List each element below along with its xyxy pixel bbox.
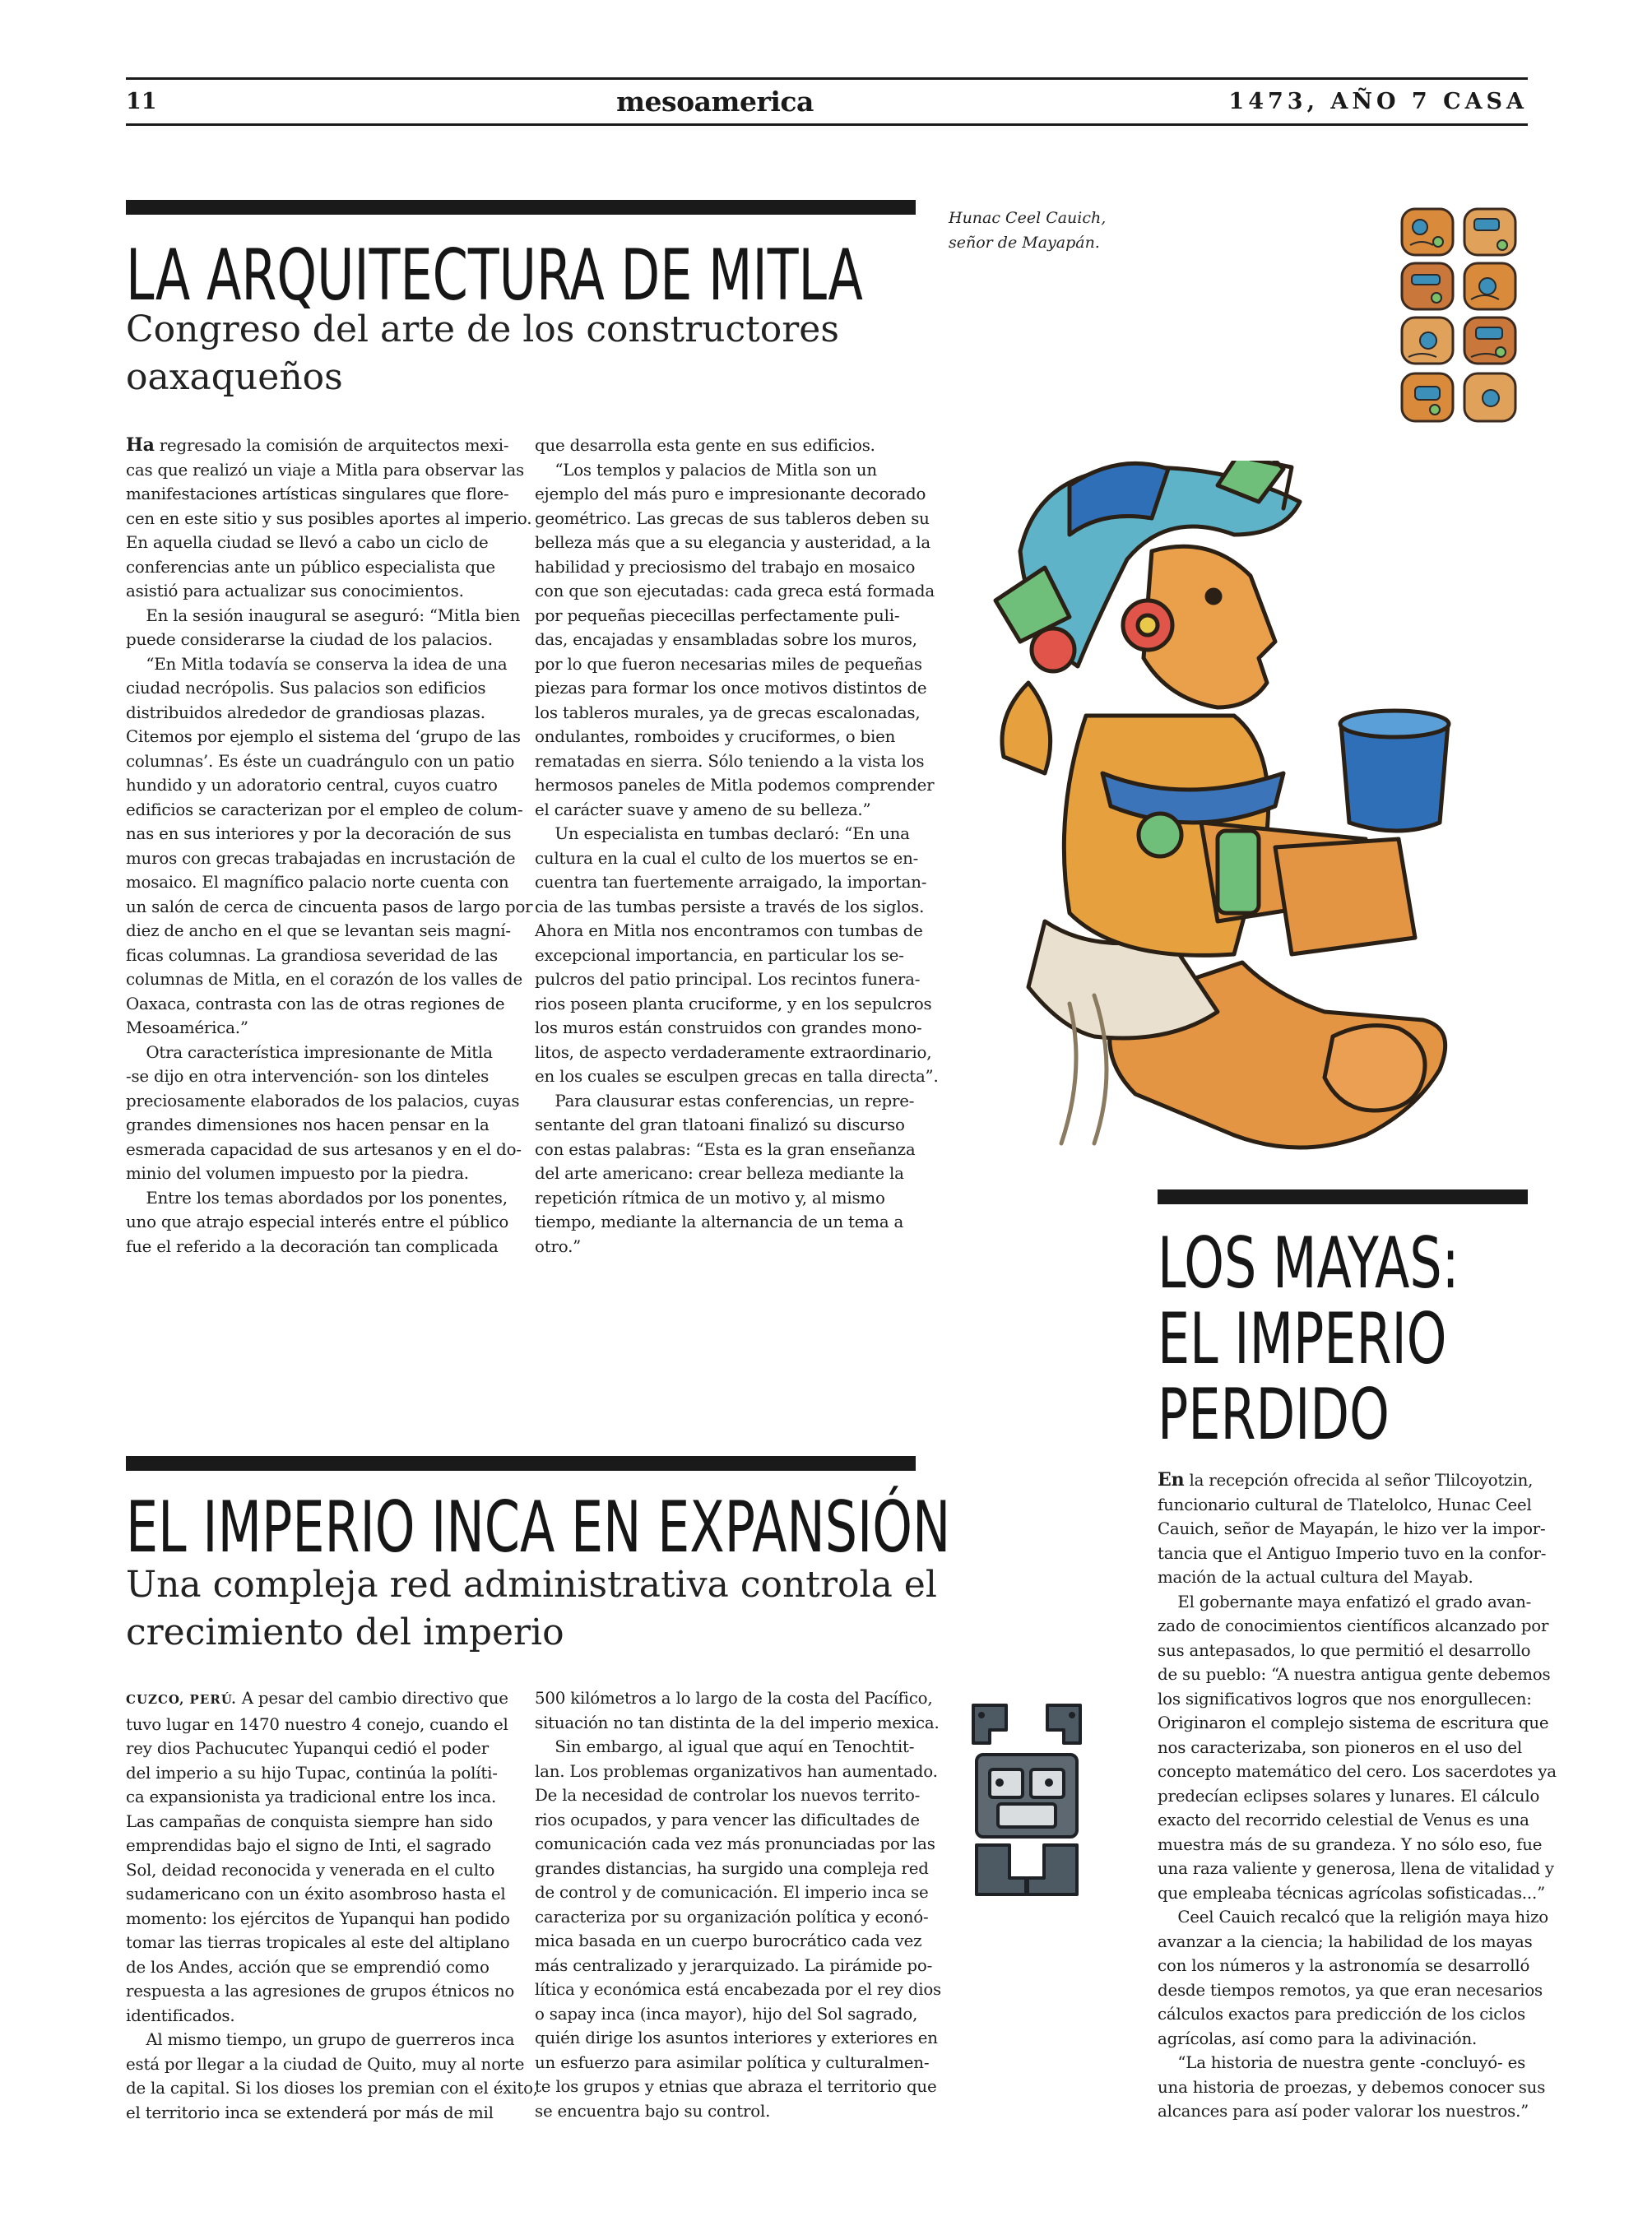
mitla-col1-line: mosaico. El magnífico palacio norte cuenta con — [126, 873, 509, 892]
mayas-col-line: Originaron el complejo sistema de escritura que — [1158, 1713, 1549, 1732]
maya-lord-figure — [946, 461, 1481, 1160]
mitla-col1-line: puede considerarse la ciudad de los palacios. — [126, 630, 493, 649]
inca-col2-line: de control y de comunicación. El imperio inca se — [535, 1883, 929, 1902]
mitla-column-1: Ha regresado la comisión de arquitectos mexi- cas que realizó un viaje a Mitla para observar las manifestaciones artísticas singulares que flore- cen en este sitio y sus posibles aportes al imperio. En aquella ciudad se llevó a cabo un ciclo de conferencias ante un público especialista que asistió para actualizar sus conocimientos. En la sesión inaugural se aseguró: “Mitla bien puede considerarse la ciudad de los palacios. “En Mitla todavía se conserva la idea de una ciudad necrópolis. Sus palacios son edificios distribuidos alrededor de grandiosas plazas. Citemos por ejemplo el sistema del ‘grupo de las columnas’. Es éste un cuadrángulo con un patio hundido y un adoratorio central, cuyos cuatro edificios se caracterizan por el empleo de colum- nas en sus interiores y por la decoración de sus muros con grecas trabajadas en incrustación de mosaico. El magnífico palacio norte cuenta con un salón de cerca de cincuenta pasos de largo por diez de ancho en el que se levantan seis magní- ficas columnas. La grandiosa severidad de las columnas de Mitla, en el corazón de los valles de Oaxaca, contrasta con las de otras regiones de Mesoamérica.” Otra característica impresionante de Mitla -se dijo en otra intervención- son los dinteles preciosamente elaborados de los palacios, cuyas grandes dimensiones nos hacen pensar en la esmerada capacidad de sus artesanos y en el do- minio del volumen impuesto por la piedra. Entre los temas abordados por los ponentes, uno que atrajo especial interés entre el público fue el referido a la decoración tan complicada — [126, 434, 532, 1259]
mitla-col2-line: en los cuales se esculpen grecas en talla directa”. — [535, 1067, 939, 1086]
mitla-col2-line: ondulantes, romboides y cruciformes, o bien — [535, 727, 896, 746]
inca-col1-line: emprendidas bajo el signo de Inti, el sagrado — [126, 1836, 491, 1855]
inca-glyph-icon — [949, 1697, 1105, 1919]
inca-col2-line: lan. Los problemas organizativos han aumentado. — [535, 1761, 938, 1781]
mitla-col2-line: Para clausurar estas conferencias, un repre- — [535, 1091, 915, 1111]
mitla-col2-line: con que son ejecutadas: cada greca está formada — [535, 582, 935, 600]
mitla-col2-line: cultura en la cual el culto de los muertos se en- — [535, 848, 919, 868]
mitla-col2-line: ejemplo del más puro e impresionante decorado — [535, 485, 926, 503]
inca-col2-line: se encuentra bajo su control. — [535, 2101, 771, 2121]
inca-column-1: CUZCO, PERÚ. A pesar del cambio directivo que tuvo lugar en 1470 nuestro 4 conejo, cuando el rey dios Pachucutec Yupanqui cedió el poder del imperio a su hijo Tupac, continúa la políti- ca expansionista ya tradicional entre los inca. Las campañas de conquista siempre han sido emprendidas bajo el signo de Inti, el sagrado Sol, deidad reconocida y venerada en el culto sudamericano con un éxito asombroso hasta el momento: los ejércitos de Yupanqui han podido tomar las tierras tropicales al este del altiplano de los Andes, acción que se emprendió como respuesta a las agresiones de grupos étnicos no identificados. Al mismo tiempo, un grupo de guerreros inca está por llegar a la ciudad de Quito, muy al norte de la capital. Si los dioses los premian con el éxito, el territorio inca se extenderá por más de mil — [126, 1686, 538, 2125]
inca-col1-line: tomar las tierras tropicales al este del altiplano — [126, 1933, 510, 1952]
inca-col1-line: ca expansionista ya tradicional entre los inca. — [126, 1788, 497, 1806]
mitla-col1-line: esmerada capacidad de sus artesanos y en el do- — [126, 1139, 522, 1159]
mayas-lead-word: En — [1158, 1469, 1185, 1491]
mitla-col2-line: rios poseen planta cruciforme, y en los sepulcros — [535, 994, 932, 1013]
mitla-col2-line: pulcros del patio principal. Los recintos funera- — [535, 970, 921, 989]
mitla-col1-line: -se dijo en otra intervención- son los dinteles — [126, 1067, 490, 1086]
mitla-column-2 — [535, 434, 939, 1259]
mayas-col-line: con los números y la astronomía se desarrolló — [1158, 1956, 1530, 1975]
mitla-col1-line: Entre los temas abordados por los ponentes, — [126, 1188, 508, 1208]
mayas-col-line: una historia de proezas, y debemos conocer sus — [1158, 2077, 1546, 2097]
mitla-col1-line: Citemos por ejemplo el sistema del ‘grupo de las — [126, 727, 521, 746]
inca-col1-line: Sol, deidad reconocida y venerada en el culto — [126, 1860, 495, 1880]
inca-col2-line: más centralizado y jerarquizado. La pirámide po- — [535, 1955, 933, 1975]
mitla-col2-line: geométrico. Las grecas de sus tableros deben su — [535, 508, 930, 528]
mitla-col2-line: “Los templos y palacios de Mitla son un — [535, 460, 877, 480]
mitla-col2-line: habilidad y preciosismo del trabajo en mosaico — [535, 557, 916, 577]
mayas-col-line: sus antepasados, lo que permitió el desarrollo — [1158, 1640, 1531, 1660]
mitla-col1-line: Mesoamérica.” — [126, 1018, 248, 1037]
mitla-col1-line: uno que atrajo especial interés entre el público — [126, 1213, 509, 1231]
inca-col2-line: 500 kilómetros a lo largo de la costa del Pacífico, — [535, 1689, 933, 1708]
inca-col1-line: momento: los ejércitos de Yupanqui han podido — [126, 1908, 510, 1928]
issue-date: 1473, AÑO 7 CASA — [1228, 89, 1528, 114]
mayas-col-line: “La historia de nuestra gente -concluyó- es — [1158, 2053, 1526, 2072]
mitla-col1-line: Otra característica impresionante de Mitla — [126, 1042, 493, 1062]
inca-col1-line: rey dios Pachucutec Yupanqui cedió el poder — [126, 1739, 489, 1758]
inca-column-2 — [535, 1686, 941, 2123]
inca-col2-line: te los grupos y etnias que abraza el territorio que — [535, 2077, 937, 2096]
mitla-col2-line: rematadas en sierra. Sólo teniendo a la vista los — [535, 751, 925, 771]
mitla-col2-line: das, encajadas y ensambladas sobre los muros, — [535, 630, 917, 649]
mayas-col-line: una raza valiente y generosa, llena de vitalidad y — [1158, 1859, 1554, 1878]
mitla-col1-line: nas en sus interiores y por la decoración de sus — [126, 824, 512, 843]
mitla-col1-line: columnas de Mitla, en el corazón de los valles de — [126, 970, 522, 989]
inca-col2-line: situación no tan distinta de la del imperio mexica. — [535, 1713, 940, 1732]
mitla-col2-line: del arte americano: crear belleza mediante la — [535, 1164, 904, 1183]
mitla-col1-line: un salón de cerca de cincuenta pasos de largo por — [126, 897, 533, 916]
mayas-col-line: tancia que el Antiguo Imperio tuvo en la confor- — [1158, 1543, 1547, 1563]
mayas-col-line: avanzar a la ciencia; la habilidad de los mayas — [1158, 1931, 1533, 1951]
mayas-col-line: predecían eclipses solares y lunares. El cálculo — [1158, 1786, 1540, 1806]
figure-caption: Hunac Ceel Cauich, señor de Mayapán. — [949, 209, 1107, 252]
mitla-col2-line: cia de las tumbas persiste a través de los siglos. — [535, 897, 925, 916]
mayas-col-line: que empleaba técnicas agrícolas sofisticadas...” — [1158, 1883, 1545, 1903]
mitla-col2-line: por lo que fueron necesarias miles de pequeñas — [535, 654, 922, 674]
mitla-col2-line: hermosos paneles de Mitla podemos comprender — [535, 776, 935, 795]
inca-col2-line: lítica y económica está encabezada por el rey dios — [535, 1980, 941, 1999]
inca-col1-line: del imperio a su hijo Tupac, continúa la políti- — [126, 1763, 498, 1783]
inca-headline: EL IMPERIO INCA EN EXPANSIÓN — [126, 1486, 951, 1569]
mitla-col2-line: los tableros murales, ya de grecas escalonadas, — [535, 702, 921, 722]
inca-col1-line: Al mismo tiempo, un grupo de guerreros inca — [126, 2030, 515, 2049]
maya-glyph-icon — [1395, 204, 1527, 431]
mitla-col1-line: manifestaciones artísticas singulares que flore- — [126, 485, 509, 503]
mitla-col1-line: hundido y un adoratorio central, cuyos cuatro — [126, 776, 498, 795]
mayas-col-line: nos caracterizaba, son pioneros en el uso del — [1158, 1737, 1523, 1757]
mitla-col1-line: preciosamente elaborados de los palacios, cuyas — [126, 1091, 520, 1111]
mayas-col-line: Ceel Cauich recalcó que la religión maya hizo — [1158, 1908, 1549, 1927]
mayas-col-line: cálculos exactos para predicción de los ciclos — [1158, 2005, 1525, 2024]
publication-name: mesoamerica — [616, 86, 814, 118]
mayas-column: En la recepción ofrecida al señor Tlilcoyotzin, funcionario cultural de Tlatelolco, Hunac Ceel Cauich, señor de Mayapán, le hizo ver la impor- tancia que el Antiguo Imperio tuvo en la confor- mación de la actual cultura del Mayab. El gobernante maya enfatizó el grado avan- zado de conocimientos científicos alcanzado por sus antepasados, lo que permitió el desarrollo de su pueblo: “A nuestra antigua gente debemos los significativos logros que nos enorgullecen: Originaron el complejo sistema de escritura que nos caracterizaba, son pioneros en el uso del concepto matemático del cero. Los sacerdotes ya predecían eclipses solares y lunares. El cálculo exacto del recorrido celestial de Venus es una muestra más de su grandeza. Y no sólo eso, fue una raza valiente y generosa, llena de vitalidad y que empleaba técnicas agrícolas sofisticadas...” Ceel Cauich recalcó que la religión maya hizo avanzar a la ciencia; la habilidad de los mayas con los números y la astronomía se desarrolló desde tiempos remotos, ya que eran necesarios cálculos exactos para predicción de los ciclos agrícolas, así como para la adivinación. “La historia de nuestra gente -concluyó- es una historia de proezas, y debemos conocer sus alcances para así poder valorar los nuestros.” — [1158, 1468, 1557, 2124]
mitla-col2-line: piezas para formar los once motivos distintos de — [535, 679, 927, 698]
mitla-col2-line: Ahora en Mitla nos encontramos con tumbas de — [535, 921, 923, 940]
mitla-col1-line: En la sesión inaugural se aseguró: “Mitla bien — [126, 605, 521, 625]
mayas-col-line: zado de conocimientos científicos alcanzado por — [1158, 1616, 1549, 1635]
inca-col1-line: el territorio inca se extenderá por más de mil — [126, 2103, 494, 2122]
inca-col2-line: Sin embargo, al igual que aquí en Tenochtit- — [535, 1737, 915, 1756]
mitla-col2-line: Un especialista en tumbas declaró: “En una — [535, 824, 910, 843]
mayas-col-line: concepto matemático del cero. Los sacerdotes ya — [1158, 1762, 1557, 1781]
inca-col1-line: de los Andes, acción que se emprendió como — [126, 1957, 490, 1977]
mitla-headline: LA ARQUITECTURA DE MITLA — [126, 234, 863, 317]
mayas-section-bar — [1158, 1189, 1528, 1204]
mitla-col1-line: columnas’. Es éste un cuadrángulo con un patio — [126, 751, 515, 771]
mitla-col2-line: cuentra tan fuertemente arraigado, la importan- — [535, 873, 927, 892]
inca-col2-line: caracteriza por su organización política y econó- — [535, 1907, 929, 1927]
inca-col2-line: o sapay inca (inca mayor), hijo del Sol sagrado, — [535, 2004, 918, 2024]
mitla-col1-line: distribuidos alrededor de grandiosas plazas. — [126, 702, 485, 722]
mitla-col1-line: minio del volumen impuesto por la piedra. — [126, 1164, 469, 1183]
inca-col1-line: de la capital. Si los dioses los premian con el éxito, — [126, 2079, 538, 2098]
mitla-col2-line: los muros están construidos con grandes mono- — [535, 1018, 922, 1037]
mitla-col2-line: el carácter suave y ameno de su belleza.” — [535, 800, 871, 819]
page-number: 11 — [126, 89, 157, 114]
mitla-col1-line: cen en este sitio y sus posibles aportes al imperio. — [126, 508, 532, 528]
mitla-col1-line: En aquella ciudad se llevó a cabo un ciclo de — [126, 533, 489, 552]
inca-col1-line: está por llegar a la ciudad de Quito, muy al norte — [126, 2054, 525, 2074]
mitla-section-bar — [126, 200, 916, 215]
mayas-col-line: exacto del recorrido celestial de Venus es una — [1158, 1811, 1529, 1829]
header-top-rule — [126, 77, 1528, 80]
mitla-col2-line: por pequeñas piececillas perfectamente puli- — [535, 605, 900, 625]
mayas-col-line: de su pueblo: “A nuestra antigua gente debemos — [1158, 1665, 1551, 1684]
inca-col2-line: De la necesidad de controlar los nuevos territo- — [535, 1786, 921, 1805]
inca-col2-line: comunicación cada vez más pronunciadas por las — [535, 1834, 935, 1853]
mitla-col1-line: cas que realizó un viaje a Mitla para observar las — [126, 460, 525, 480]
header-bottom-rule — [126, 123, 1528, 126]
inca-col1-line: sudamericano con un éxito asombroso hasta el — [126, 1885, 506, 1903]
mitla-col1-line: diez de ancho en el que se levantan seis magní- — [126, 921, 511, 940]
inca-col2-line: quién dirige los asuntos interiores y exteriores en — [535, 2029, 938, 2047]
mitla-col2-line: belleza más que a su elegancia y austeridad, a la — [535, 533, 930, 552]
mitla-col1-line: ciudad necrópolis. Sus palacios son edificios — [126, 679, 486, 698]
mitla-col1-line: asistió para actualizar sus conocimientos. — [126, 582, 464, 600]
mitla-col1-line: “En Mitla todavía se conserva la idea de una — [126, 654, 508, 674]
mitla-lead-word: Ha — [126, 434, 155, 456]
mitla-col2-line: sentante del gran tlatoani finalizó su discurso — [535, 1115, 905, 1134]
inca-col2-line: rios ocupados, y para vencer las dificultades de — [535, 1810, 920, 1829]
inca-col2-line: mica basada en un cuerpo burocrático cada vez — [535, 1931, 922, 1950]
inca-section-bar — [126, 1456, 916, 1471]
mitla-col2-line: que desarrolla esta gente en sus edificios. — [535, 436, 875, 455]
mayas-col-line: El gobernante maya enfatizó el grado avan- — [1158, 1592, 1532, 1611]
mayas-col-line: mación de la actual cultura del Mayab. — [1158, 1568, 1473, 1587]
mitla-col2-line: litos, de aspecto verdaderamente extraordinario, — [535, 1042, 932, 1062]
inca-col1-line: identificados. — [126, 2005, 235, 2025]
inca-col1-line: respuesta a las agresiones de grupos étnicos no — [126, 1982, 515, 2001]
inca-col2-line: grandes distancias, ha surgido una compleja red — [535, 1858, 929, 1878]
mitla-col2-line: tiempo, mediante la alternancia de un tema a — [535, 1213, 904, 1231]
mitla-deck: Congreso del arte de los constructores oaxaqueños — [126, 308, 839, 398]
mitla-col1-line: edificios se caracterizan por el empleo de colum- — [126, 800, 523, 819]
inca-deck: Una compleja red administrativa controla el crecimiento del imperio — [126, 1564, 937, 1653]
mitla-col2-line: repetición rítmica de un motivo y, al mismo — [535, 1188, 885, 1208]
inca-col2-line: un esfuerzo para asimilar política y culturalmen- — [535, 2052, 930, 2072]
mitla-col1-line: Oaxaca, contrasta con las de otras regiones de — [126, 994, 505, 1013]
mitla-col1-line: fue el referido a la decoración tan complicada — [126, 1236, 499, 1256]
mayas-col-line: los significativos logros que nos enorgullecen: — [1158, 1689, 1532, 1709]
mayas-col-line: Cauich, señor de Mayapán, le hizo ver la impor- — [1158, 1519, 1546, 1538]
mitla-col2-line: excepcional importancia, en particular los se- — [535, 945, 904, 965]
mayas-col-line: alcances para así poder valorar los nuestros.” — [1158, 2102, 1529, 2121]
mitla-col1-line: grandes dimensiones nos hacen pensar en la — [126, 1115, 490, 1134]
mayas-col-line: funcionario cultural de Tlatelolco, Hunac Ceel — [1158, 1495, 1532, 1514]
mayas-col-line: desde tiempos remotos, ya que eran necesarios — [1158, 1980, 1543, 2000]
inca-dateline: CUZCO, PERÚ. — [126, 1692, 237, 1707]
inca-col1-line: tuvo lugar en 1470 nuestro 4 conejo, cuando el — [126, 1714, 508, 1734]
mitla-col2-line: con estas palabras: “Esta es la gran enseñanza — [535, 1139, 916, 1159]
mitla-col2-line: otro.” — [535, 1236, 582, 1256]
mitla-col1-line: muros con grecas trabajadas en incrustación de — [126, 848, 516, 868]
mitla-col1-line: conferencias ante un público especialista que — [126, 557, 495, 577]
mayas-col-line: agrícolas, así como para la adivinación. — [1158, 2029, 1478, 2048]
mitla-col1-line: ficas columnas. La grandiosa severidad de las — [126, 945, 498, 965]
mayas-col-line: muestra más de su grandeza. Y no sólo eso, fue — [1158, 1834, 1543, 1854]
inca-col1-line: Las campañas de conquista siempre han sido — [126, 1811, 493, 1831]
